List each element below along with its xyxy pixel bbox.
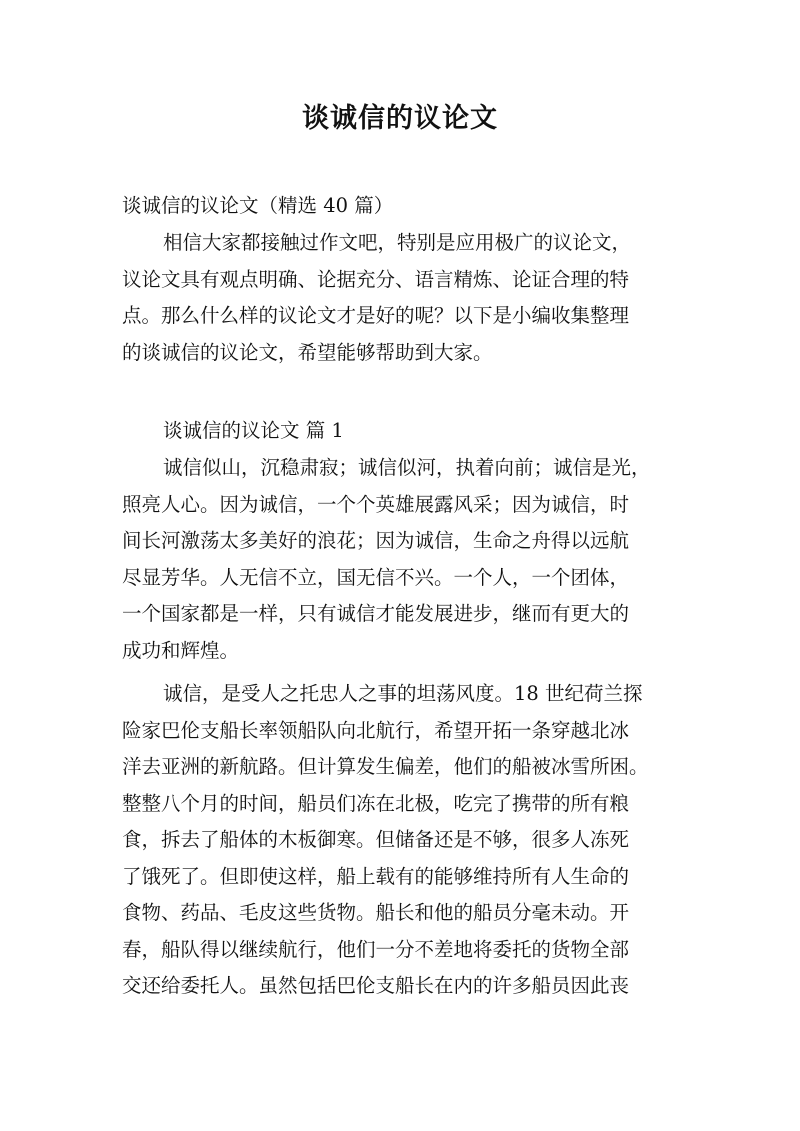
section-heading-text: 谈诚信的议论文 篇 1 [163, 419, 344, 442]
document-title: 谈诚信的议论文 [302, 103, 498, 134]
paragraph-line: 春，船队得以继续航行，他们一分不差地将委托的货物全部 [122, 937, 630, 961]
intro-line: 的谈诚信的议论文，希望能够帮助到大家。 [122, 340, 493, 364]
paragraph-line: 交还给委托人。虽然包括巴伦支船长在内的许多船员因此丧 [122, 974, 630, 997]
paragraph-line: 间长河激荡太多美好的浪花；因为诚信，生命之舟得以远航 [122, 529, 630, 552]
paragraph-line: 诚信，是受人之托忠人之事的坦荡风度。18 世纪荷兰探 [163, 682, 643, 705]
paragraph-line: 洋去亚洲的新航路。但计算发生偏差，他们的船被冰雪所困。 [122, 755, 649, 778]
intro-line: 议论文具有观点明确、论据充分、语言精炼、论证合理的特 [122, 267, 630, 291]
paragraph-line: 整整八个月的时间，船员们冻在北极，吃完了携带的所有粮 [122, 791, 630, 815]
paragraph-line: 照亮人心。因为诚信，一个个英雄展露风采；因为诚信，时 [122, 492, 630, 516]
paragraph-line: 成功和辉煌。 [122, 638, 240, 662]
intro-paragraph [122, 225, 694, 371]
paragraph-line: 险家巴伦支船长率领船队向北航行，希望开拓一条穿越北冰 [122, 718, 630, 742]
paragraph-line: 一个国家都是一样，只有诚信才能发展进步，继而有更大的 [122, 602, 630, 625]
paragraph-line: 尽显芳华。人无信不立，国无信不兴。一个人，一个团体， [122, 565, 630, 589]
subtitle-line: 谈诚信的议论文（精选 40 篇） [122, 194, 394, 217]
intro-line: 相信大家都接触过作文吧，特别是应用极广的议论文， [163, 231, 632, 254]
paragraph-1 [122, 450, 694, 669]
document-subtitle [122, 188, 694, 225]
paragraph-2 [122, 676, 694, 1005]
intro-line: 点。那么什么样的议论文才是好的呢？以下是小编收集整理 [122, 304, 630, 327]
paragraph-line: 食物、药品、毛皮这些货物。船长和他的船员分毫未动。开 [122, 901, 630, 924]
section-heading [122, 413, 694, 450]
paragraph-line: 食，拆去了船体的木板御寒。但储备还是不够，很多人冻死 [122, 828, 630, 851]
paragraph-line: 了饿死了。但即使这样，船上载有的能够维持所有人生命的 [122, 864, 630, 888]
paragraph-line: 诚信似山，沉稳肃寂；诚信似河，执着向前；诚信是光， [163, 456, 651, 479]
